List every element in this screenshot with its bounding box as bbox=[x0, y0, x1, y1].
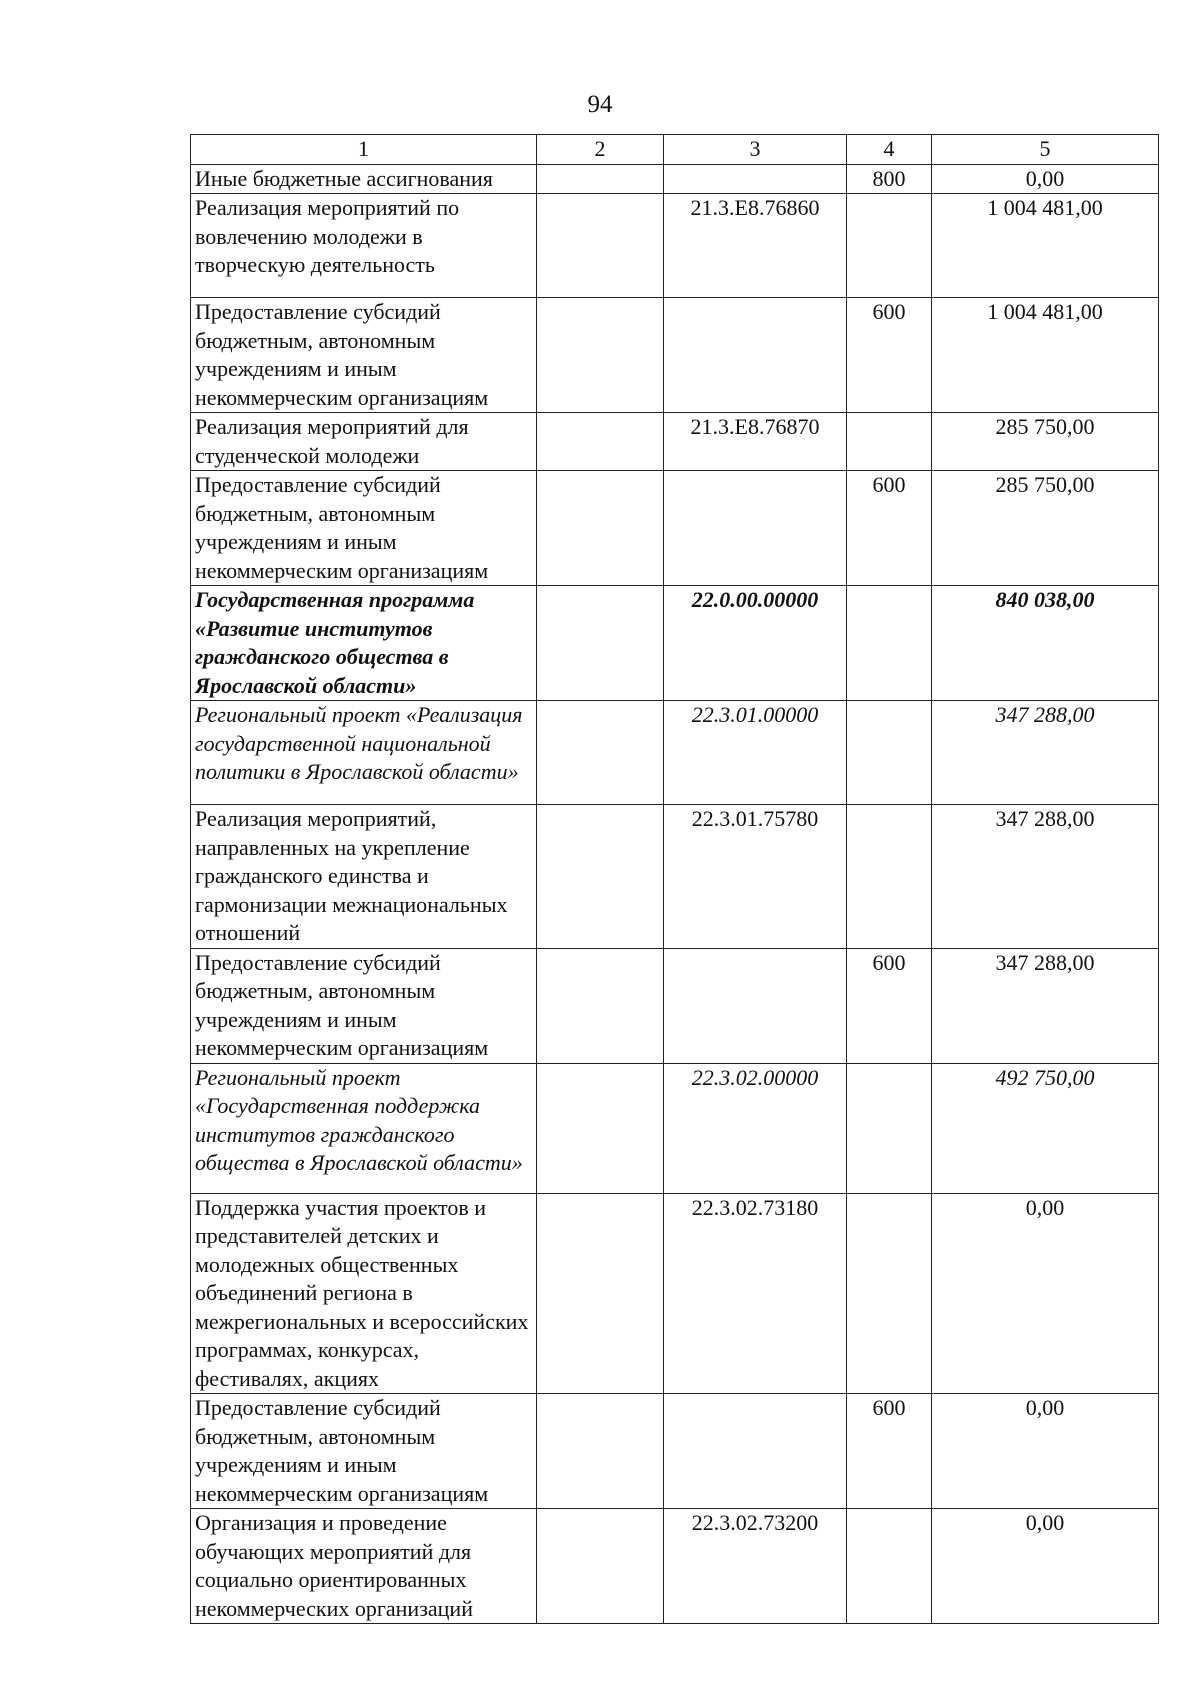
row-sum-cell: 347 288,00 bbox=[932, 948, 1159, 1063]
row-name-cell: Предоставление субсидий бюджетным, автономным учреждениям и иным некоммерческим организациям bbox=[191, 948, 537, 1063]
table-row bbox=[191, 298, 1159, 413]
row-code-cell bbox=[664, 948, 847, 1063]
table-row bbox=[191, 164, 1159, 194]
budget-table bbox=[190, 134, 1159, 1624]
row-col2-cell bbox=[537, 1509, 664, 1624]
row-name-cell: Региональный проект «Реализация государственной национальной политики в Ярославской области» bbox=[191, 701, 537, 805]
row-col2-cell bbox=[537, 194, 664, 298]
header-cell: 2 bbox=[537, 135, 664, 165]
row-sum-cell: 0,00 bbox=[932, 164, 1159, 194]
row-sum-cell: 0,00 bbox=[932, 1509, 1159, 1624]
row-type-cell bbox=[847, 194, 932, 298]
row-name-cell: Государственная программа «Развитие институтов гражданского общества в Ярославской области» bbox=[191, 586, 537, 701]
row-col2-cell bbox=[537, 471, 664, 586]
table-row bbox=[191, 471, 1159, 586]
row-name-cell: Предоставление субсидий бюджетным, автономным учреждениям и иным некоммерческим организациям bbox=[191, 471, 537, 586]
row-code-cell bbox=[664, 471, 847, 586]
row-col2-cell bbox=[537, 701, 664, 805]
header-cell: 5 bbox=[932, 135, 1159, 165]
row-type-cell bbox=[847, 586, 932, 701]
row-col2-cell bbox=[537, 948, 664, 1063]
row-type-cell bbox=[847, 805, 932, 949]
row-col2-cell bbox=[537, 1063, 664, 1193]
table-row bbox=[191, 1193, 1159, 1394]
row-code-cell: 22.3.02.73200 bbox=[664, 1509, 847, 1624]
row-type-cell bbox=[847, 1509, 932, 1624]
row-type-cell: 600 bbox=[847, 471, 932, 586]
row-code-cell: 22.3.01.00000 bbox=[664, 701, 847, 805]
row-col2-cell bbox=[537, 586, 664, 701]
row-col2-cell bbox=[537, 298, 664, 413]
row-name-cell: Предоставление субсидий бюджетным, автономным учреждениям и иным некоммерческим организациям bbox=[191, 298, 537, 413]
row-sum-cell: 0,00 bbox=[932, 1394, 1159, 1509]
row-code-cell bbox=[664, 1394, 847, 1509]
row-code-cell: 21.3.Е8.76860 bbox=[664, 194, 847, 298]
row-code-cell: 22.3.02.00000 bbox=[664, 1063, 847, 1193]
row-col2-cell bbox=[537, 1193, 664, 1394]
row-sum-cell: 347 288,00 bbox=[932, 805, 1159, 949]
row-name-cell: Организация и проведение обучающих мероприятий для социально ориентированных некоммерческих организаций bbox=[191, 1509, 537, 1624]
row-name-cell: Поддержка участия проектов и представителей детских и молодежных общественных объединений региона в межрегиональных и всероссийских программах, конкурсах, фестивалях, акциях bbox=[191, 1193, 537, 1394]
table-row bbox=[191, 1509, 1159, 1624]
row-code-cell: 22.3.01.75780 bbox=[664, 805, 847, 949]
row-code-cell: 21.3.Е8.76870 bbox=[664, 413, 847, 471]
row-sum-cell: 1 004 481,00 bbox=[932, 194, 1159, 298]
row-code-cell bbox=[664, 298, 847, 413]
row-col2-cell bbox=[537, 805, 664, 949]
row-sum-cell: 285 750,00 bbox=[932, 413, 1159, 471]
row-type-cell: 600 bbox=[847, 948, 932, 1063]
header-cell: 1 bbox=[191, 135, 537, 165]
row-col2-cell bbox=[537, 164, 664, 194]
table-row bbox=[191, 413, 1159, 471]
row-type-cell bbox=[847, 701, 932, 805]
row-sum-cell: 840 038,00 bbox=[932, 586, 1159, 701]
table-row bbox=[191, 1394, 1159, 1509]
row-type-cell bbox=[847, 1063, 932, 1193]
table-header-row bbox=[191, 135, 1159, 165]
row-code-cell bbox=[664, 164, 847, 194]
row-sum-cell: 492 750,00 bbox=[932, 1063, 1159, 1193]
table-row bbox=[191, 805, 1159, 949]
row-sum-cell: 1 004 481,00 bbox=[932, 298, 1159, 413]
row-type-cell bbox=[847, 413, 932, 471]
table-row bbox=[191, 194, 1159, 298]
table-row bbox=[191, 586, 1159, 701]
row-name-cell: Региональный проект «Государственная поддержка институтов гражданского общества в Ярославской области» bbox=[191, 1063, 537, 1193]
row-col2-cell bbox=[537, 413, 664, 471]
row-name-cell: Предоставление субсидий бюджетным, автономным учреждениям и иным некоммерческим организациям bbox=[191, 1394, 537, 1509]
table-row bbox=[191, 701, 1159, 805]
row-name-cell: Реализация мероприятий, направленных на укрепление гражданского единства и гармонизации межнациональных отношений bbox=[191, 805, 537, 949]
row-type-cell: 600 bbox=[847, 298, 932, 413]
table-row bbox=[191, 948, 1159, 1063]
row-type-cell bbox=[847, 1193, 932, 1394]
row-sum-cell: 347 288,00 bbox=[932, 701, 1159, 805]
row-name-cell: Реализация мероприятий по вовлечению молодежи в творческую деятельность bbox=[191, 194, 537, 298]
header-cell: 3 bbox=[664, 135, 847, 165]
row-sum-cell: 0,00 bbox=[932, 1193, 1159, 1394]
row-type-cell: 800 bbox=[847, 164, 932, 194]
row-name-cell: Иные бюджетные ассигнования bbox=[191, 164, 537, 194]
row-code-cell: 22.3.02.73180 bbox=[664, 1193, 847, 1394]
row-col2-cell bbox=[537, 1394, 664, 1509]
header-cell: 4 bbox=[847, 135, 932, 165]
page-number: 94 bbox=[587, 91, 613, 118]
row-name-cell: Реализация мероприятий для студенческой молодежи bbox=[191, 413, 537, 471]
row-sum-cell: 285 750,00 bbox=[932, 471, 1159, 586]
row-code-cell: 22.0.00.00000 bbox=[664, 586, 847, 701]
table-row bbox=[191, 1063, 1159, 1193]
row-type-cell: 600 bbox=[847, 1394, 932, 1509]
